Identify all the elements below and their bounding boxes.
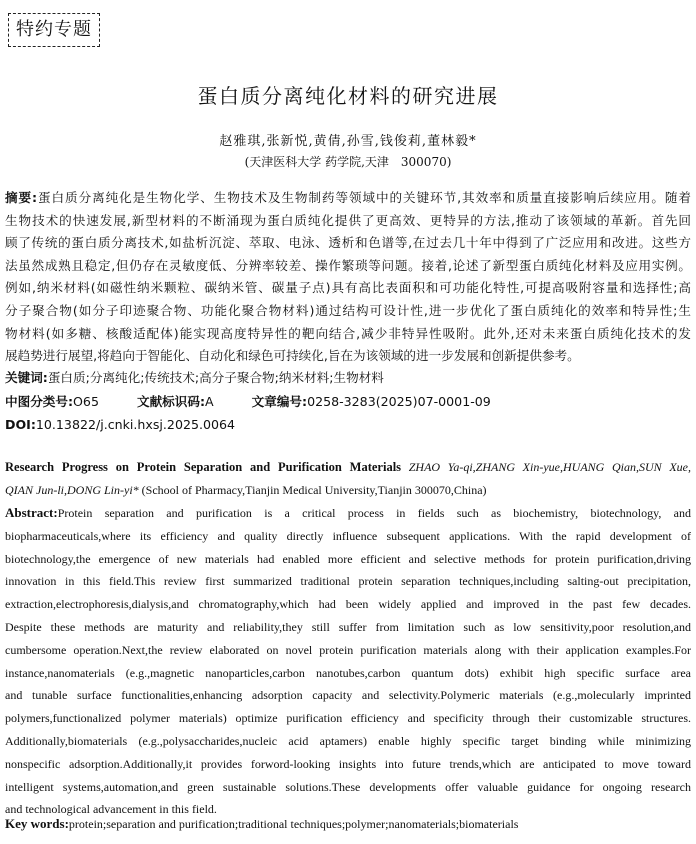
en-keywords xyxy=(5,814,691,834)
abstract-line-text: nonspecific adsorption.Additionally,it provides forword-looking insights into future trends,which are anticipated to move toward xyxy=(5,756,691,771)
doc-code: 文献标识码:A xyxy=(136,394,214,409)
article-no: 文章编号:0258-3283(2025)07-0001-09 xyxy=(251,394,491,409)
doi: DOI:10.13822/j.cnki.hxsj.2025.0064 xyxy=(5,417,236,432)
abstract-line xyxy=(5,708,691,728)
abstract-line-text: 展趋势进行展望,将趋向于智能化、自动化和绿色可持续化,旨在为该领域的进一步发展和创新提供参考。 xyxy=(5,348,580,364)
abstract-line xyxy=(5,233,691,253)
abstract-label: 摘要: xyxy=(5,190,38,205)
abstract-line-text: 分子聚合物(如分子印迹聚合物、功能化聚合物材料)通过结构可设计性,进一步优化了蛋白质纯化的效率和特异性;生 xyxy=(5,303,691,318)
abstract-line-text: extraction,electrophoresis,dialysis,and chromatography,which had been widely applied and improved in the past few decades. xyxy=(5,597,691,612)
affiliation: (天津医科大学 药学院,天津 300070) xyxy=(244,155,452,169)
abstract-line xyxy=(5,617,691,637)
authors: 赵雅琪,张新悦,黄倩,孙雪,钱俊莉,董林毅* xyxy=(219,134,477,149)
abstract-line xyxy=(5,211,691,231)
doi-link[interactable]: 10.13822/j.cnki.hxsj.2025.0064 xyxy=(35,417,236,432)
abstract-line xyxy=(5,663,691,683)
en-authors-line xyxy=(5,480,691,500)
abstract-line xyxy=(5,777,691,797)
classification: 中图分类号:O65 xyxy=(5,394,99,409)
abstract-line xyxy=(5,278,691,298)
paper-title: 蛋白质分离纯化材料的研究进展 xyxy=(197,84,499,108)
abstract-line-text: cumbersome operation.Next,the review elaborated on novel protein purification materials along with their application examples.For xyxy=(5,642,691,657)
abstract-line xyxy=(5,594,691,614)
en-authors-1: ZHAO Ya-qi,ZHANG Xin-yue,HUANG Qian,SUN Xue, xyxy=(408,460,691,474)
abstract-line-text: 生物技术的快速发展,新型材料的不断涌现为蛋白质纯化提供了更高效、更特异的方法,推动了该领域的革新。首先回 xyxy=(5,212,691,228)
abstract-line xyxy=(5,503,691,523)
abstract-label: Abstract: xyxy=(5,505,58,520)
abstract-line xyxy=(5,324,691,344)
abstract-line-text: and tunable surface functionalities,enhancing adsorption capacity and selectivity.Polymeric materials (e.g.,molecularly imprinted xyxy=(5,688,691,703)
abstract-line-text: and technological advancement in this field. xyxy=(5,802,217,817)
abstract-line-text: 物材料(如多糖、核酸适配体)能实现高度特异性的靶向结合,减少非特异性吸附。此外,还对未来蛋白质纯化技术的发 xyxy=(5,325,691,341)
en-title-line xyxy=(5,457,691,477)
classification-row xyxy=(5,392,691,412)
en-keywords-value: protein;separation and purification;traditional techniques;polymer;nanomaterials;biomaterials xyxy=(68,817,519,831)
abstract-line-text: 蛋白质分离纯化是生物化学、生物技术及生物制药等领域中的关键环节,其效率和质量直接影响后续应用。随着 xyxy=(37,190,691,205)
cn-keywords-label: 关键词: xyxy=(5,370,48,385)
en-authors-2: QIAN Jun-li,DONG Lin-yi* xyxy=(5,483,139,497)
abstract-line xyxy=(5,346,691,366)
abstract-line xyxy=(5,301,691,321)
abstract-line xyxy=(5,640,691,660)
en-title: Research Progress on Protein Separation and Purification Materials xyxy=(5,460,402,474)
abstract-line-text: polymers,functionalized polymer materials) optimize purification efficiency and specificity through their customizable structures. xyxy=(5,711,691,726)
abstract-line-text: instance,nanomaterials (e.g.,magnetic nanoparticles,carbon nanotubes,carbon quantum dots) exhibit high specific surface area xyxy=(5,665,691,680)
abstract-line xyxy=(5,754,691,774)
abstract-line-text: Protein separation and purification is a critical process in fields such as biochemistry, biotechnology, and xyxy=(57,506,691,520)
abstract-line-text: 顾了传统的蛋白质分离技术,如盐析沉淀、萃取、电泳、透析和色谱等,在过去几十年中得到了广泛应用和改进。这些方 xyxy=(5,235,691,251)
abstract-line xyxy=(5,188,691,208)
en-keywords-label: Key words: xyxy=(5,816,69,831)
abstract-line xyxy=(5,526,691,546)
abstract-line-text: intelligent systems,automation,and green sustainable solutions.These developments offer valuable guidance for ongoing research xyxy=(5,779,691,794)
en-affiliation: (School of Pharmacy,Tianjin Medical University,Tianjin 300070,China) xyxy=(141,483,487,497)
abstract-line xyxy=(5,549,691,569)
abstract-line-text: 例如,纳米材料(如磁性纳米颗粒、碳纳米管、碳量子点)具有高比表面积和可功能化特性,可提高吸附容量和选择性;高 xyxy=(5,280,691,296)
abstract-line-text: Despite these methods are maturity and reliability,they still suffer from limitation such as low sensitivity,poor resolution,and xyxy=(5,620,691,634)
abstract-line-text: 法虽然成熟且稳定,但仍存在灵敏度低、分辨率较差、操作繁琐等问题。接着,论述了新型蛋白质纯化材料及应用实例。 xyxy=(5,257,691,273)
cn-keywords xyxy=(5,368,691,388)
abstract-line xyxy=(5,256,691,276)
abstract-line-text: biopharmaceuticals,where its efficiency and quality directly influence subsequent applications. With the rapid development of xyxy=(5,528,691,543)
abstract-line-text: innovation in this field.This review first summarized traditional protein separation techniques,including salting-out precipitation, xyxy=(5,574,691,589)
abstract-line xyxy=(5,731,691,751)
abstract-line xyxy=(5,571,691,591)
abstract-line xyxy=(5,685,691,705)
cn-keywords-value: 蛋白质;分离纯化;传统技术;高分子聚合物;纳米材料;生物材料 xyxy=(47,370,384,385)
section-tag: 特约专题 xyxy=(8,13,100,47)
abstract-line-text: biotechnology,the emergence of new materials had enabled more efficient and selective methods for protein purification,driving xyxy=(5,551,691,566)
abstract-line-text: Additionally,biomaterials (e.g.,polysaccharides,nucleic acid aptamers) enable highly specific target binding while minimizing xyxy=(5,734,691,748)
